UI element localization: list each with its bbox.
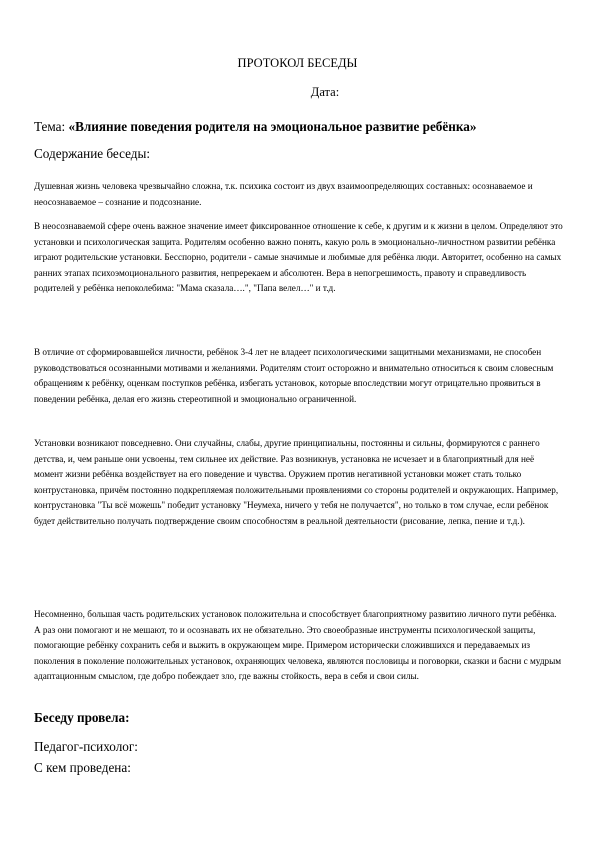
topic-label: Тема: [34,119,66,134]
document-title: ПРОТОКОЛ БЕСЕДЫ [237,56,358,70]
date-label: Дата: [310,85,340,99]
paragraph: Установки возникают повседневно. Они случайны, слабы, другие принципиальны, постоянны и сильны, формируются с раннего детства, и, чем раньше они усвоены, тем сильнее их действие. Раз возникнув, установка не исчезает и в благоприятный для неё момент жизни ребёнка воздействует на его поведение и чувства. Оружием против негативной установки может стать только контрустановка, причём постоянно подкрепляемая положительными проявлениями со стороны родителей и окружающих. Например, контрустановка "Ты всё можешь" победит установку "Неумеха, ничего у тебя не получается", но только в том случае, если ребёнок будет действительно получать подтверждение своим способностям в реальной деятельности (рисование, лепка, пение и т.д.). [34,438,559,526]
content-heading: Содержание беседы: [34,146,151,161]
paragraph: В неосознаваемой сфере очень важное значение имеет фиксированное отношение к себе, к другим и к жизни в целом. Определяют это установки и психологическая защита. Родителям особенно важно понять, какую роль в эмоционально-личностном развитии ребёнка играют родительские установки. Бесспорно, родители - самые значимые и любимые для ребёнка люди. Авторитет, особенно на самых ранних этапах психоэмоционального развития, непререкаем и абсолютен. Вера в непогрешимость, правоту и справедливость родителей у ребёнка непоколебима: "Мама сказала….", "Папа велел…" и т.д. [34,221,563,294]
topic-text: «Влияние поведения родителя на эмоциональное развитие ребёнка» [68,119,477,134]
psychologist-label: Педагог-психолог: [34,739,138,754]
paragraph: В отличие от сформировавшейся личности, ребёнок 3-4 лет не владеет психологическими защитными механизмами, не способен руководствоваться осознанными мотивами и желаниями. Родителям стоит осторожно и внимательно относиться к своим словесным обращениям к ребёнку, оценкам поступков ребёнка, избегать установок, которые впоследствии могут отрицательно проявиться в поведении ребёнка, делая его жизнь стереотипной и эмоционально ограниченной. [34,347,554,404]
paragraph: Несомненно, большая часть родительских установок положительна и способствует благоприятному развитию личного пути ребёнка. А раз они помогают и не мешают, то и осознавать их не обязательно. Это своеобразные инструменты психологической защиты, помогающие ребёнку сохранить себя и выжить в окружающем мире. Примером исторически сложившихся и передаваемых из поколения в поколение положительных установок, охраняющих человека, являются пословицы и поговорки, сказки и басни с мудрым адаптационным смыслом, где добро побеждает зло, где важны стойкость, вера в себя и свои силы. [34,609,562,682]
paragraph: Душевная жизнь человека чрезвычайно сложна, т.к. психика состоит из двух взаимоопределяющих составных: осознаваемое и неосознаваемое – сознание и подсознание. [34,181,533,207]
topic-line [34,119,574,135]
conducted-by-label: Беседу провела: [34,710,130,725]
with-whom-label: С кем проведена: [34,760,131,775]
